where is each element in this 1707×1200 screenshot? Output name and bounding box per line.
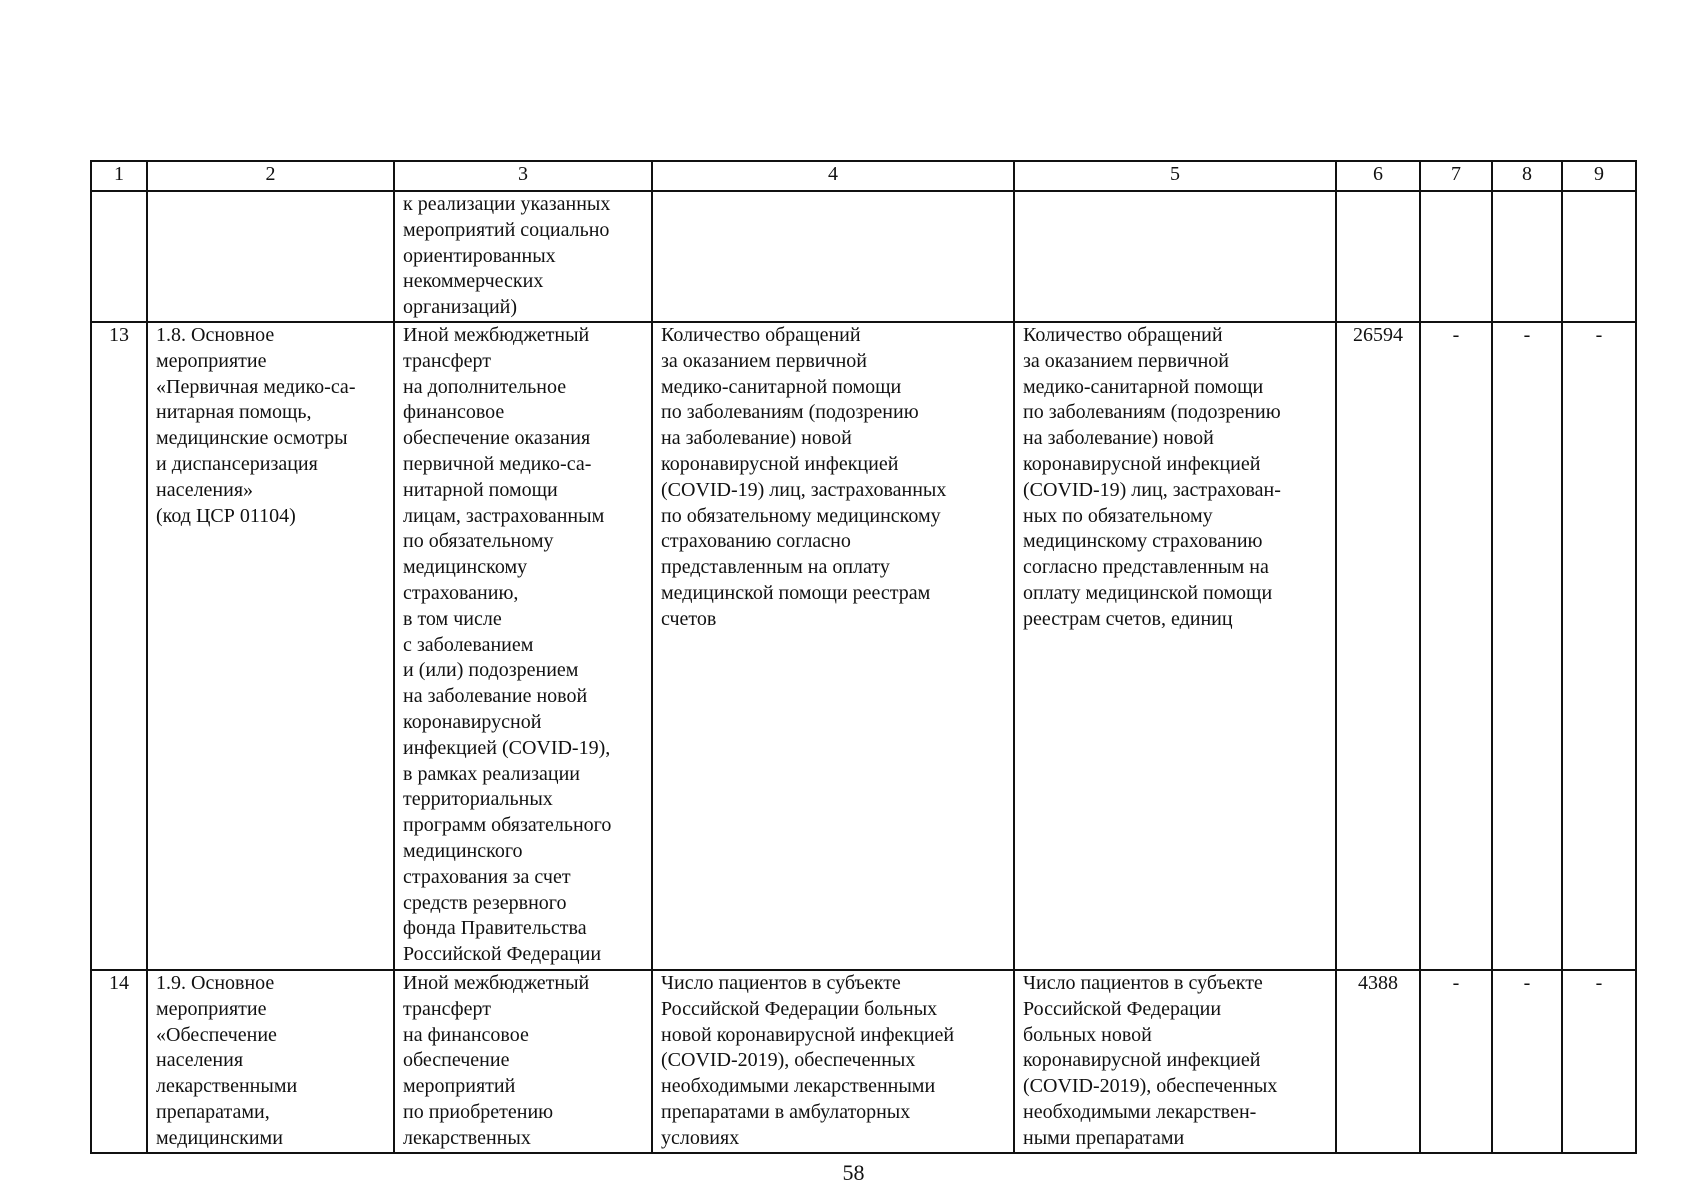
row-number-cell: 14 <box>91 970 147 1153</box>
value-cell: - <box>1420 970 1492 1153</box>
indicator-unit-cell: Число пациентов в субъекте Российской Федерации больных новой коронавирусной инфекцией (COVID-2019), обеспеченных необходимыми лекарствен- ными препаратами <box>1014 970 1336 1153</box>
table-header-row <box>91 161 1636 191</box>
header-cell: 1 <box>91 161 147 191</box>
page-number: 58 <box>842 1160 865 1185</box>
indicator-cell: Количество обращений за оказанием первичной медико-санитарной помощи по заболеваниям (подозрению на заболевание) новой коронавирусной инфекцией (COVID-19) лиц, застрахованных по обязательному медицинскому страхованию согласно представленным на оплату медицинской помощи реестрам счетов <box>652 322 1014 970</box>
activity-cell: 1.8. Основное мероприятие «Первичная медико-са- нитарная помощь, медицинские осмотры и диспансеризация населения» (код ЦСР 01104) <box>147 322 394 970</box>
indicator-unit-cell <box>1014 191 1336 322</box>
value-cell: - <box>1562 322 1636 970</box>
indicator-cell <box>652 191 1014 322</box>
header-cell: 6 <box>1336 161 1420 191</box>
header-cell: 5 <box>1014 161 1336 191</box>
activity-cell <box>147 191 394 322</box>
transfer-cell: Иной межбюджетный трансферт на дополнительное финансовое обеспечение оказания первичной медико-са- нитарной помощи лицам, застрахованным по обязательному медицинскому страхованию, в том числе с заболеванием и (или) подозрением на заболевание новой коронавирусной инфекцией (COVID-19), в рамках реализации территориальных программ обязательного медицинского страхования за счет средств резервного фонда Правительства Российской Федерации <box>394 322 652 970</box>
value-cell: - <box>1492 322 1562 970</box>
indicator-unit-cell: Количество обращений за оказанием первичной медико-санитарной помощи по заболеваниям (подозрению на заболевание) новой коронавирусной инфекцией (COVID-19) лиц, застрахован- ных по обязательному медицинскому страхованию согласно представленным на оплату медицинской помощи реестрам счетов, единиц <box>1014 322 1336 970</box>
value-cell: 4388 <box>1336 970 1420 1153</box>
value-cell <box>1336 191 1420 322</box>
table-row <box>91 191 1636 322</box>
row-number-cell <box>91 191 147 322</box>
header-cell: 9 <box>1562 161 1636 191</box>
header-cell: 8 <box>1492 161 1562 191</box>
activity-cell: 1.9. Основное мероприятие «Обеспечение населения лекарственными препаратами, медицинскими <box>147 970 394 1153</box>
table-row <box>91 322 1636 970</box>
header-cell: 3 <box>394 161 652 191</box>
value-cell: - <box>1420 322 1492 970</box>
transfer-cell: Иной межбюджетный трансферт на финансовое обеспечение мероприятий по приобретению лекарственных <box>394 970 652 1153</box>
header-cell: 7 <box>1420 161 1492 191</box>
value-cell: 26594 <box>1336 322 1420 970</box>
transfer-cell: к реализации указанных мероприятий социально ориентированных некоммерческих организаций) <box>394 191 652 322</box>
table-row <box>91 970 1636 1153</box>
document-table <box>90 160 1637 1154</box>
header-cell: 2 <box>147 161 394 191</box>
value-cell: - <box>1562 970 1636 1153</box>
header-cell: 4 <box>652 161 1014 191</box>
value-cell <box>1562 191 1636 322</box>
value-cell <box>1420 191 1492 322</box>
value-cell: - <box>1492 970 1562 1153</box>
value-cell <box>1492 191 1562 322</box>
indicator-cell: Число пациентов в субъекте Российской Федерации больных новой коронавирусной инфекцией (COVID-2019), обеспеченных необходимыми лекарственными препаратами в амбулаторных условиях <box>652 970 1014 1153</box>
row-number-cell: 13 <box>91 322 147 970</box>
